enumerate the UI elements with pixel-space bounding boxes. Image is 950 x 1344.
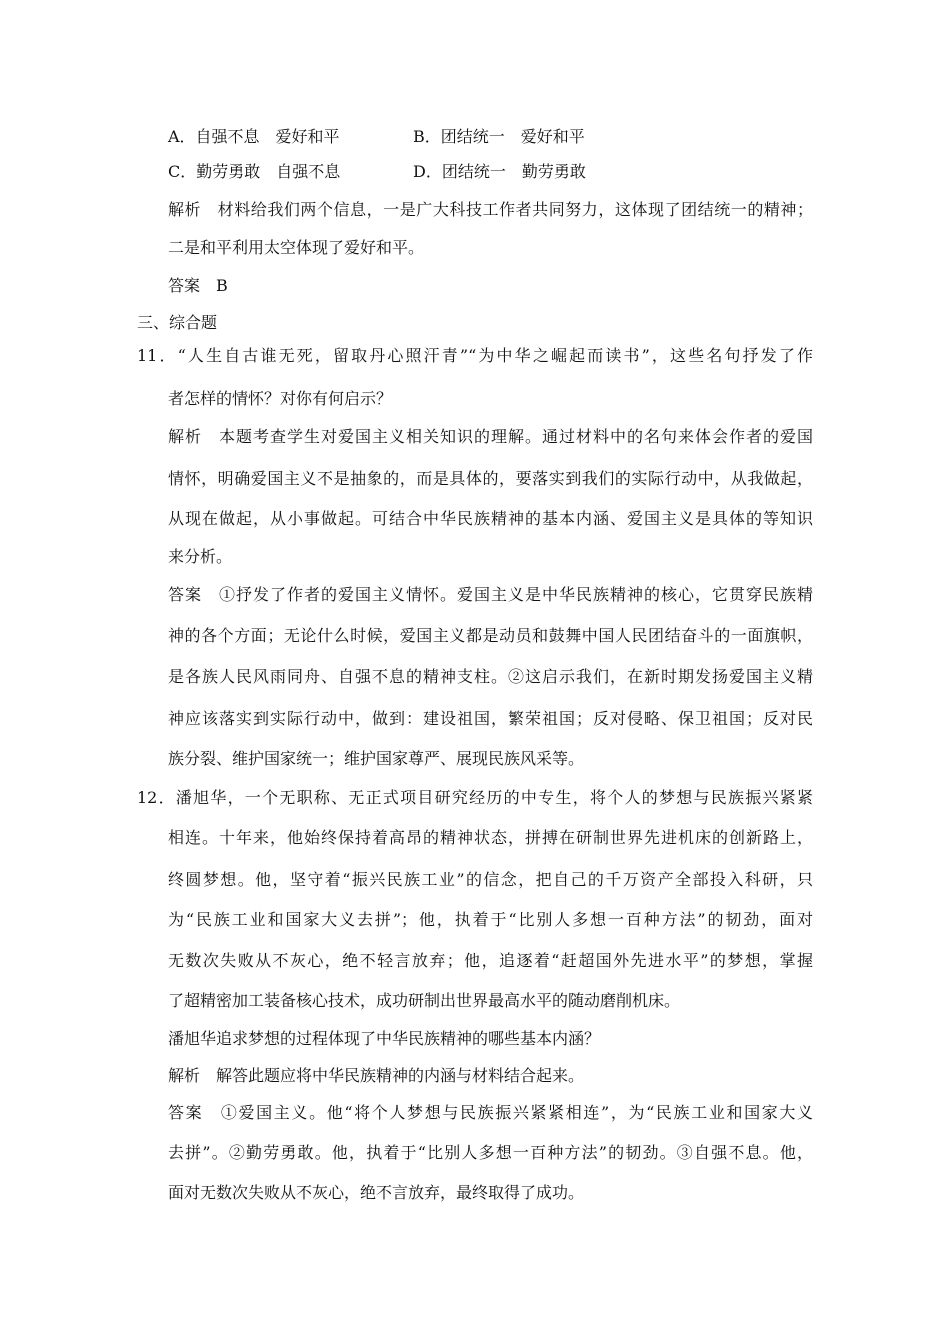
q12-question-line: 了超精密加工装备核心技术，成功研制出世界最高水平的随动磨削机床。 [168,991,681,1010]
q12-question-line: 无数次失败从不灰心，绝不轻言放弃；他，追逐着“赶超国外先进水平”的梦想，掌握 [168,951,813,970]
q11-question-line: 者怎样的情怀？对你有何启示？ [168,389,393,408]
option-b: B．团结统一 爱好和平 [413,127,585,146]
q11-analysis-line: 情怀，明确爱国主义不是抽象的，而是具体的，要落实到我们的实际行动中，从我做起， [168,469,813,488]
q11-answer-line: 神应该落实到实际行动中，做到：建设祖国，繁荣祖国；反对侵略、保卫祖国；反对民 [168,709,813,728]
q12-question-line: 12．潘旭华，一个无职称、无正式项目研究经历的中专生，将个人的梦想与民族振兴紧紧 [137,788,813,807]
option-d: D．团结统一 勤劳勇敢 [413,162,586,181]
q12-question-line: 为“民族工业和国家大义去拼”；他，执着于“比别人多想一百种方法”的韧劲，面对 [168,910,813,929]
q10-answer: 答案 B [168,276,228,295]
q11-answer-line: 神的各个方面；无论什么时候，爱国主义都是动员和鼓舞中国人民团结奋斗的一面旗帜， [168,626,813,645]
option-c: C．勤劳勇敢 自强不息 [168,162,341,181]
q11-question-line: 11．“人生自古谁无死，留取丹心照汗青”“为中华之崛起而读书”，这些名句抒发了作 [137,346,813,365]
q12-answer-line: 答案 ①爱国主义。他“将个人梦想与民族振兴紧紧相连”，为“民族工业和国家大义 [168,1103,813,1122]
q12-answer-line: 面对无数次失败从不灰心，绝不言放弃，最终取得了成功。 [168,1183,585,1202]
q10-analysis-line: 二是和平利用太空体现了爱好和平。 [168,238,425,257]
q11-analysis-line: 解析 本题考查学生对爱国主义相关知识的理解。通过材料中的名句来体会作者的爱国 [168,427,813,446]
q11-answer-line: 是各族人民风雨同舟、自强不息的精神支柱。②这启示我们，在新时期发扬爱国主义精 [168,667,813,686]
options-row-cd [168,162,728,182]
q10-analysis-line: 解析 材料给我们两个信息，一是广大科技工作者共同努力，这体现了团结统一的精神； [168,200,813,219]
section-title: 三、综合题 [137,313,218,332]
q12-analysis: 解析 解答此题应将中华民族精神的内涵与材料结合起来。 [168,1066,585,1085]
q11-analysis-line: 从现在做起，从小事做起。可结合中华民族精神的基本内涵、爱国主义是具体的等知识 [168,509,813,528]
option-a: A．自强不息 爱好和平 [168,127,340,146]
q11-answer-line: 族分裂、维护国家统一；维护国家尊严、展现民族风采等。 [168,749,585,768]
options-row-ab [168,127,728,147]
q12-question-line: 相连。十年来，他始终保持着高昂的精神状态，拼搏在研制世界先进机床的创新路上， [168,828,813,847]
q12-question-line: 潘旭华追求梦想的过程体现了中华民族精神的哪些基本内涵？ [168,1029,601,1048]
q11-analysis-line: 来分析。 [168,547,233,566]
q11-answer-line: 答案 ①抒发了作者的爱国主义情怀。爱国主义是中华民族精神的核心，它贯穿民族精 [168,585,813,604]
q12-answer-line: 去拼”。②勤劳勇敢。他，执着于“比别人多想一百种方法”的韧劲。③自强不息。他， [168,1143,813,1162]
q12-question-line: 终圆梦想。他，坚守着“振兴民族工业”的信念，把自己的千万资产全部投入科研，只 [168,870,813,889]
